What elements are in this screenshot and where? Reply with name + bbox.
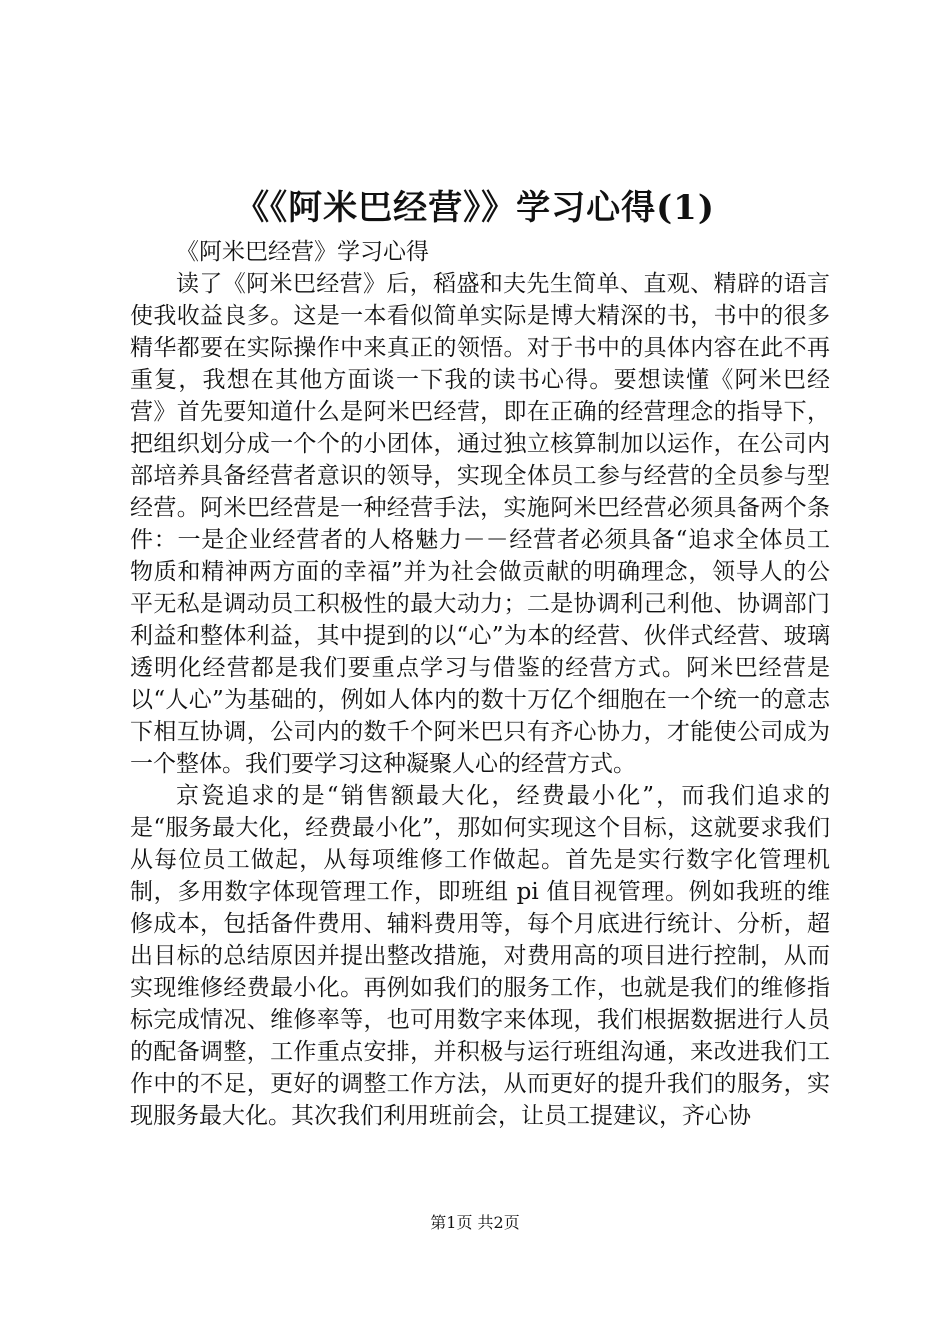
body-paragraph-2: 京瓷追求的是“销售额最大化，经费最小化”，而我们追求的是“服务最大化，经费最小化”，那如何实现这个目标，这就要求我们从每位员工做起，从每项维修工作做起。首先是实行数字化管理机制，多用数字体现管理工作，即班组 pi 值目视管理。例如我班的维修成本，包括备件费用、辅料费用等，每个月底进行统计、分析，超出目标的总结原因并提出整改措施，对费用高的项目进行控制，从而实现维修经费最小化。再例如我们的服务工作，也就是我们的维修指标完成情况、维修率等，也可用数字来体现，我们根据数据进行人员的配备调整，工作重点安排，并积极与运行班组沟通，来改进我们工作中的不足，更好的调整工作方法，从而更好的提升我们的服务，实现服务最大化。其次我们利用班前会，让员工提建议，齐心协 — [130, 783, 830, 1129]
page-number-footer: 第1页 共2页 — [430, 1213, 520, 1232]
document-subtitle: 《阿米巴经营》学习心得 — [176, 239, 429, 265]
document-body — [130, 236, 830, 1132]
body-paragraph-1: 读了《阿米巴经营》后，稻盛和夫先生简单、直观、精辟的语言使我收益良多。这是一本看似简单实际是博大精深的书，书中的很多精华都要在实际操作中来真正的领悟。对于书中的具体内容在此不再重复，我想在其他方面谈一下我的读书心得。要想读懂《阿米巴经营》首先要知道什么是阿米巴经营，即在正确的经营理念的指导下，把组织划分成一个个的小团体，通过独立核算制加以运作，在公司内部培养具备经营者意识的领导，实现全体员工参与经营的全员参与型经营。阿米巴经营是一种经营手法，实施阿米巴经营必须具备两个条件：一是企业经营者的人格魅力－－经营者必须具备“追求全体员工物质和精神两方面的幸福”并为社会做贡献的明确理念，领导人的公平无私是调动员工积极性的最大动力；二是协调利己利他、协调部门利益和整体利益，其中提到的以“心”为本的经营、伙伴式经营、玻璃透明化经营都是我们要重点学习与借鉴的经营方式。阿米巴经营是以“人心”为基础的，例如人体内的数十万亿个细胞在一个统一的意志下相互协调，公司内的数千个阿米巴只有齐心协力，才能使公司成为一个整体。我们要学习这种凝聚人心的经营方式。 — [130, 271, 830, 777]
document-title: 《《阿米巴经营》》学习心得(1) — [235, 188, 715, 228]
